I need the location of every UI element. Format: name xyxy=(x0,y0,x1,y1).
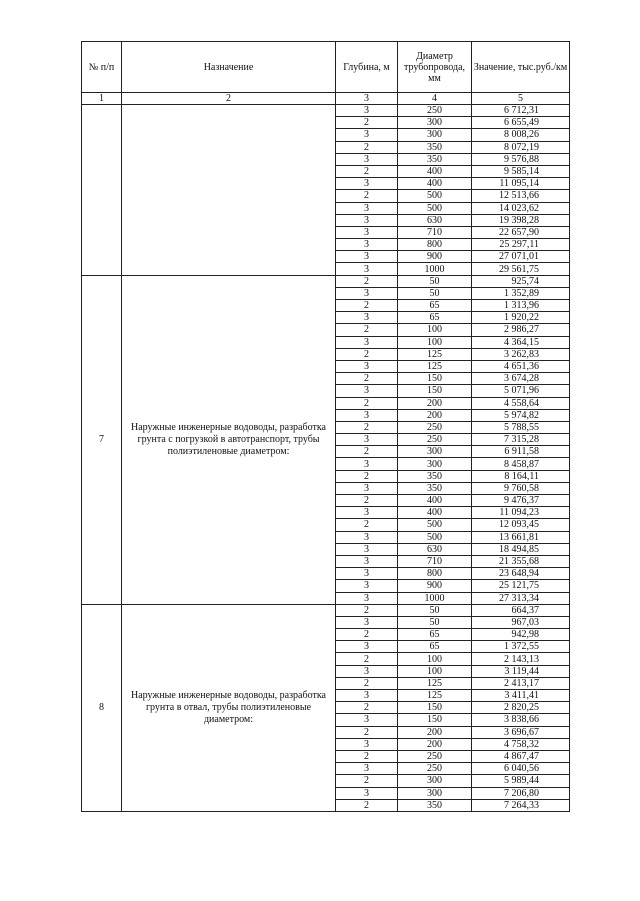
value-cell: 7 264,33 xyxy=(472,799,570,811)
value-cell: 9 476,37 xyxy=(472,495,570,507)
depth-cell: 3 xyxy=(336,543,398,555)
value-cell: 7 206,80 xyxy=(472,787,570,799)
depth-cell: 3 xyxy=(336,555,398,567)
rates-table xyxy=(81,41,570,812)
depth-cell: 2 xyxy=(336,604,398,616)
depth-cell: 3 xyxy=(336,641,398,653)
diameter-cell: 300 xyxy=(398,446,472,458)
depth-cell: 2 xyxy=(336,397,398,409)
depth-cell: 2 xyxy=(336,750,398,762)
value-cell: 11 094,23 xyxy=(472,507,570,519)
value-cell: 1 352,89 xyxy=(472,287,570,299)
diameter-cell: 65 xyxy=(398,300,472,312)
value-cell: 22 657,90 xyxy=(472,226,570,238)
value-cell: 6 655,49 xyxy=(472,117,570,129)
depth-cell: 2 xyxy=(336,190,398,202)
depth-cell: 3 xyxy=(336,287,398,299)
table-row xyxy=(82,604,570,616)
diameter-cell: 710 xyxy=(398,226,472,238)
depth-cell: 3 xyxy=(336,458,398,470)
depth-cell: 3 xyxy=(336,226,398,238)
table-body xyxy=(82,42,570,812)
diameter-cell: 125 xyxy=(398,348,472,360)
depth-cell: 2 xyxy=(336,775,398,787)
value-cell: 9 760,58 xyxy=(472,482,570,494)
diameter-cell: 800 xyxy=(398,239,472,251)
diameter-cell: 300 xyxy=(398,458,472,470)
value-cell: 3 119,44 xyxy=(472,665,570,677)
depth-cell: 2 xyxy=(336,348,398,360)
depth-cell: 2 xyxy=(336,629,398,641)
diameter-cell: 250 xyxy=(398,105,472,117)
value-cell: 664,37 xyxy=(472,604,570,616)
depth-cell: 2 xyxy=(336,141,398,153)
depth-cell: 3 xyxy=(336,129,398,141)
depth-cell: 2 xyxy=(336,677,398,689)
depth-cell: 2 xyxy=(336,421,398,433)
diameter-cell: 125 xyxy=(398,690,472,702)
depth-cell: 3 xyxy=(336,409,398,421)
depth-cell: 2 xyxy=(336,495,398,507)
row-description xyxy=(122,105,336,276)
diameter-cell: 350 xyxy=(398,470,472,482)
diameter-cell: 500 xyxy=(398,190,472,202)
diameter-cell: 350 xyxy=(398,482,472,494)
value-cell: 18 494,85 xyxy=(472,543,570,555)
depth-cell: 3 xyxy=(336,592,398,604)
diameter-cell: 300 xyxy=(398,129,472,141)
value-cell: 13 661,81 xyxy=(472,531,570,543)
diameter-cell: 50 xyxy=(398,616,472,628)
value-cell: 2 143,13 xyxy=(472,653,570,665)
diameter-cell: 100 xyxy=(398,653,472,665)
diameter-cell: 100 xyxy=(398,336,472,348)
depth-cell: 3 xyxy=(336,738,398,750)
depth-cell: 3 xyxy=(336,239,398,251)
diameter-cell: 400 xyxy=(398,165,472,177)
value-cell: 942,98 xyxy=(472,629,570,641)
depth-cell: 3 xyxy=(336,202,398,214)
diameter-cell: 50 xyxy=(398,287,472,299)
value-cell: 8 072,19 xyxy=(472,141,570,153)
depth-cell: 2 xyxy=(336,300,398,312)
value-cell: 4 758,32 xyxy=(472,738,570,750)
diameter-cell: 350 xyxy=(398,799,472,811)
diameter-cell: 900 xyxy=(398,580,472,592)
diameter-cell: 300 xyxy=(398,775,472,787)
depth-cell: 3 xyxy=(336,360,398,372)
diameter-cell: 150 xyxy=(398,373,472,385)
value-cell: 25 121,75 xyxy=(472,580,570,592)
depth-cell: 3 xyxy=(336,568,398,580)
value-cell: 925,74 xyxy=(472,275,570,287)
value-cell: 29 561,75 xyxy=(472,263,570,275)
diameter-cell: 65 xyxy=(398,641,472,653)
diameter-cell: 125 xyxy=(398,360,472,372)
depth-cell: 3 xyxy=(336,434,398,446)
depth-cell: 2 xyxy=(336,799,398,811)
depth-cell: 3 xyxy=(336,263,398,275)
depth-cell: 2 xyxy=(336,653,398,665)
value-cell: 25 297,11 xyxy=(472,239,570,251)
depth-cell: 3 xyxy=(336,616,398,628)
header-diameter: Диаметр трубопровода, мм xyxy=(398,42,472,93)
diameter-cell: 150 xyxy=(398,702,472,714)
value-cell: 1 920,22 xyxy=(472,312,570,324)
column-number: 2 xyxy=(122,93,336,105)
depth-cell: 2 xyxy=(336,275,398,287)
diameter-cell: 50 xyxy=(398,275,472,287)
value-cell: 5 071,96 xyxy=(472,385,570,397)
value-cell: 5 989,44 xyxy=(472,775,570,787)
row-number xyxy=(82,105,122,276)
value-cell: 3 411,41 xyxy=(472,690,570,702)
diameter-cell: 350 xyxy=(398,141,472,153)
value-cell: 2 413,17 xyxy=(472,677,570,689)
diameter-cell: 50 xyxy=(398,604,472,616)
depth-cell: 2 xyxy=(336,519,398,531)
depth-cell: 3 xyxy=(336,178,398,190)
diameter-cell: 300 xyxy=(398,787,472,799)
diameter-cell: 500 xyxy=(398,202,472,214)
header-purpose: Назначение xyxy=(122,42,336,93)
depth-cell: 2 xyxy=(336,117,398,129)
value-cell: 4 364,15 xyxy=(472,336,570,348)
diameter-cell: 125 xyxy=(398,677,472,689)
diameter-cell: 1000 xyxy=(398,592,472,604)
depth-cell: 3 xyxy=(336,385,398,397)
depth-cell: 3 xyxy=(336,714,398,726)
diameter-cell: 200 xyxy=(398,726,472,738)
value-cell: 11 095,14 xyxy=(472,178,570,190)
value-cell: 14 023,62 xyxy=(472,202,570,214)
depth-cell: 3 xyxy=(336,580,398,592)
diameter-cell: 800 xyxy=(398,568,472,580)
diameter-cell: 150 xyxy=(398,714,472,726)
depth-cell: 3 xyxy=(336,251,398,263)
header-number: № п/п xyxy=(82,42,122,93)
column-number: 5 xyxy=(472,93,570,105)
diameter-cell: 710 xyxy=(398,555,472,567)
value-cell: 4 867,47 xyxy=(472,750,570,762)
depth-cell: 3 xyxy=(336,763,398,775)
column-number: 4 xyxy=(398,93,472,105)
diameter-cell: 200 xyxy=(398,397,472,409)
value-cell: 3 674,28 xyxy=(472,373,570,385)
diameter-cell: 500 xyxy=(398,519,472,531)
value-cell: 3 696,67 xyxy=(472,726,570,738)
diameter-cell: 630 xyxy=(398,543,472,555)
value-cell: 1 313,96 xyxy=(472,300,570,312)
diameter-cell: 900 xyxy=(398,251,472,263)
diameter-cell: 400 xyxy=(398,178,472,190)
diameter-cell: 300 xyxy=(398,117,472,129)
row-number: 8 xyxy=(82,604,122,811)
header-value: Значение, тыс.руб./км xyxy=(472,42,570,93)
value-cell: 7 315,28 xyxy=(472,434,570,446)
value-cell: 21 355,68 xyxy=(472,555,570,567)
value-cell: 4 558,64 xyxy=(472,397,570,409)
depth-cell: 3 xyxy=(336,482,398,494)
diameter-cell: 200 xyxy=(398,409,472,421)
diameter-cell: 250 xyxy=(398,434,472,446)
value-cell: 4 651,36 xyxy=(472,360,570,372)
value-cell: 9 585,14 xyxy=(472,165,570,177)
diameter-cell: 250 xyxy=(398,421,472,433)
value-cell: 12 093,45 xyxy=(472,519,570,531)
column-number: 1 xyxy=(82,93,122,105)
diameter-cell: 100 xyxy=(398,665,472,677)
depth-cell: 3 xyxy=(336,690,398,702)
value-cell: 6 040,56 xyxy=(472,763,570,775)
value-cell: 2 820,25 xyxy=(472,702,570,714)
depth-cell: 2 xyxy=(336,470,398,482)
value-cell: 967,03 xyxy=(472,616,570,628)
diameter-cell: 250 xyxy=(398,750,472,762)
depth-cell: 2 xyxy=(336,446,398,458)
value-cell: 8 458,87 xyxy=(472,458,570,470)
depth-cell: 2 xyxy=(336,165,398,177)
value-cell: 8 008,26 xyxy=(472,129,570,141)
depth-cell: 3 xyxy=(336,531,398,543)
depth-cell: 3 xyxy=(336,787,398,799)
depth-cell: 3 xyxy=(336,153,398,165)
value-cell: 6 712,31 xyxy=(472,105,570,117)
diameter-cell: 400 xyxy=(398,507,472,519)
depth-cell: 2 xyxy=(336,726,398,738)
table-row xyxy=(82,275,570,287)
depth-cell: 3 xyxy=(336,507,398,519)
value-cell: 27 071,01 xyxy=(472,251,570,263)
value-cell: 1 372,55 xyxy=(472,641,570,653)
depth-cell: 3 xyxy=(336,105,398,117)
header-depth: Глубина, м xyxy=(336,42,398,93)
depth-cell: 3 xyxy=(336,214,398,226)
value-cell: 5 974,82 xyxy=(472,409,570,421)
column-number: 3 xyxy=(336,93,398,105)
value-cell: 5 788,55 xyxy=(472,421,570,433)
value-cell: 27 313,34 xyxy=(472,592,570,604)
value-cell: 23 648,94 xyxy=(472,568,570,580)
diameter-cell: 100 xyxy=(398,324,472,336)
header-row xyxy=(82,42,570,93)
diameter-cell: 65 xyxy=(398,312,472,324)
diameter-cell: 1000 xyxy=(398,263,472,275)
value-cell: 3 262,83 xyxy=(472,348,570,360)
depth-cell: 3 xyxy=(336,665,398,677)
depth-cell: 2 xyxy=(336,324,398,336)
row-description: Наружные инженерные водоводы, разработка грунта с погрузкой в автотранспорт, трубы полиэтиленовые диаметром: xyxy=(122,275,336,604)
value-cell: 19 398,28 xyxy=(472,214,570,226)
value-cell: 9 576,88 xyxy=(472,153,570,165)
value-cell: 3 838,66 xyxy=(472,714,570,726)
row-description: Наружные инженерные водоводы, разработка грунта в отвал, трубы полиэтиленовые диаметром: xyxy=(122,604,336,811)
column-number-row xyxy=(82,93,570,105)
diameter-cell: 250 xyxy=(398,763,472,775)
depth-cell: 2 xyxy=(336,373,398,385)
value-cell: 6 911,58 xyxy=(472,446,570,458)
depth-cell: 3 xyxy=(336,312,398,324)
row-number: 7 xyxy=(82,275,122,604)
depth-cell: 3 xyxy=(336,336,398,348)
diameter-cell: 350 xyxy=(398,153,472,165)
diameter-cell: 150 xyxy=(398,385,472,397)
diameter-cell: 500 xyxy=(398,531,472,543)
table-row xyxy=(82,105,570,117)
diameter-cell: 630 xyxy=(398,214,472,226)
value-cell: 2 986,27 xyxy=(472,324,570,336)
diameter-cell: 200 xyxy=(398,738,472,750)
value-cell: 12 513,66 xyxy=(472,190,570,202)
diameter-cell: 65 xyxy=(398,629,472,641)
diameter-cell: 400 xyxy=(398,495,472,507)
depth-cell: 2 xyxy=(336,702,398,714)
value-cell: 8 164,11 xyxy=(472,470,570,482)
